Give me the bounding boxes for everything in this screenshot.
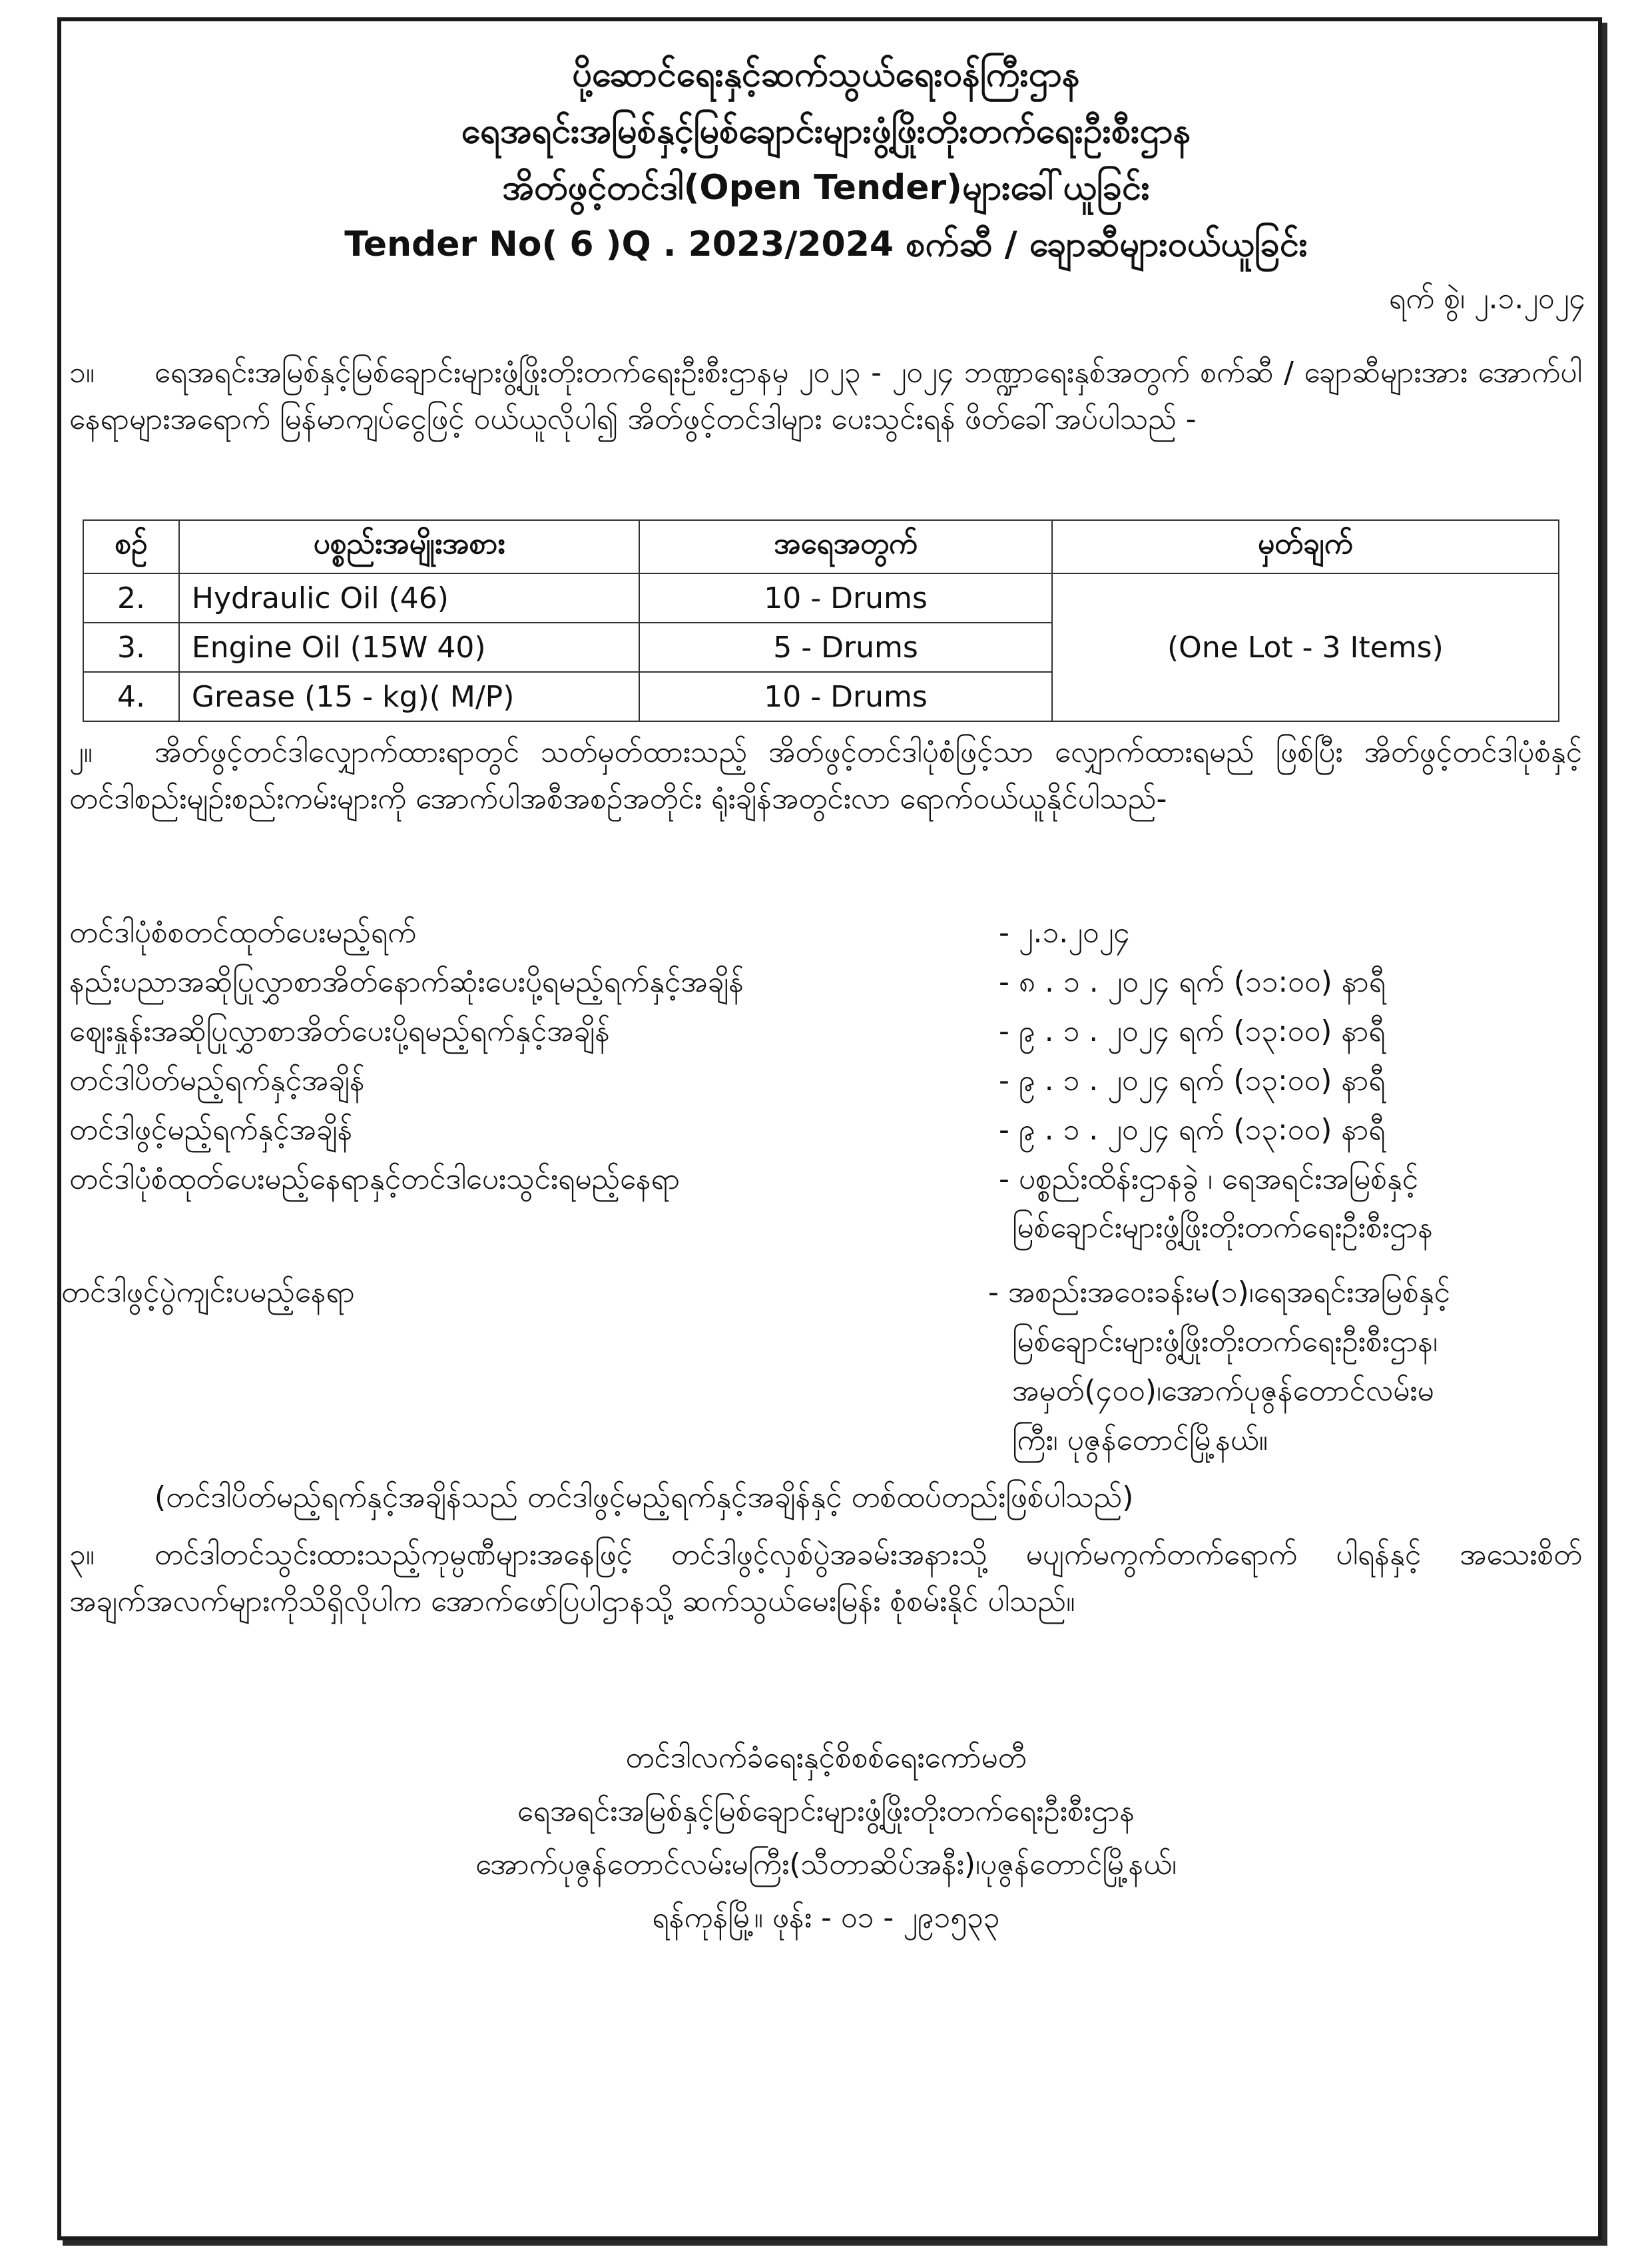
- paragraph-3: [69, 1532, 1582, 1625]
- paragraph-1: [69, 350, 1582, 443]
- schedule-value: - ၉ . ၁ . ၂၀၂၄ ရက် (၁၃:၀၀) နာရီ: [999, 1064, 1386, 1098]
- schedule-label: ဈေးနှုန်းအဆိုပြုလွှာစာအိတ်ပေးပို့ရမည့်ရက်နှင့်အချိန်: [69, 1014, 611, 1048]
- paragraph-text: အိတ်ဖွင့်တင်ဒါလျှောက်ထားရာတွင် သတ်မှတ်ထားသည့် အိတ်ဖွင့်တင်ဒါပုံစံဖြင့်သာ လျှောက်ထားရမည် ဖြစ်ပြီး အိတ်ဖွင့်တင်ဒါပုံစံနှင့် တင်ဒါစည်းမျဉ်းစည်းကမ်းများကို အောက်ပါအစီအစဉ်အတိုင်း ရုံးချိန်အတွင်းလာ ရောက်ဝယ်ယူနိုင်ပါသည်-: [69, 735, 1582, 816]
- issue-place-value: မြစ်ချောင်းများဖွံ့ဖြိုးတိုးတက်ရေးဦးစီးဌာန: [1012, 1211, 1434, 1245]
- schedule-value: - ၂.၁.၂၀၂၄: [999, 916, 1130, 950]
- row-remark: (One Lot - 3 Items): [1052, 573, 1559, 721]
- issue-place-label: တင်ဒါပုံစံထုတ်ပေးမည့်နေရာနှင့်တင်ဒါပေးသွင်းရမည့်နေရာ: [69, 1162, 681, 1196]
- table-header-row: [83, 520, 1559, 573]
- tender-number: Tender No( 6 )Q . 2023/2024 စက်ဆီ / ချောဆီများဝယ်ယူခြင်း: [344, 224, 1308, 264]
- address: အောက်ပုဇွန်တောင်လမ်းမကြီး(သီတာဆိပ်အနီး)၊ပုဇွန်တောင်မြို့နယ်၊: [475, 1847, 1177, 1881]
- paragraph-number: ၁။: [69, 356, 95, 390]
- schedule-label: တင်ဒါပုံစံစတင်ထုတ်ပေးမည့်ရက်: [69, 916, 417, 950]
- row-quantity: 10 - Drums: [639, 672, 1051, 721]
- col-header-item: ပစ္စည်းအမျိုးအစား: [179, 520, 639, 573]
- paragraph-text: တင်ဒါတင်သွင်းထားသည့်ကုမ္ပဏီများအနေဖြင့် တင်ဒါဖွင့်လှစ်ပွဲအခမ်းအနားသို့ မပျက်မကွက်တက်ရောက် ပါရန်နှင့် အသေးစိတ်အချက်အလက်များကိုသိရှိလိုပါက အောက်ဖော်ပြပါဌာနသို့ ဆက်သွယ်မေးမြန်း စုံစမ်းနိုင် ပါသည်။: [69, 1538, 1582, 1618]
- row-quantity: 5 - Drums: [639, 623, 1051, 672]
- row-number: 3.: [83, 623, 179, 672]
- row-item: Hydraulic Oil (46): [179, 573, 639, 623]
- committee-name: တင်ဒါလက်ခံရေးနှင့်စိစစ်ရေးကော်မတီ: [625, 1741, 1027, 1775]
- city-phone: ရန်ကုန်မြို့။ ဖုန်း - ၀၁ - ၂၉၁၅၃၃: [652, 1901, 1000, 1935]
- schedule-label: နည်းပညာအဆိုပြုလွှာစာအိတ်နောက်ဆုံးပေးပို့ရမည့်ရက်နှင့်အချိန်: [69, 965, 744, 999]
- schedule-value: - ၉ . ၁ . ၂၀၂၄ ရက် (၁၃:၀၀) နာရီ: [999, 1014, 1386, 1048]
- schedule-value: - ၈ . ၁ . ၂၀၂၄ ရက် (၁၁:၀၀) နာရီ: [999, 965, 1386, 999]
- department-name: ရေအရင်းအမြစ်နှင့်မြစ်ချောင်းများဖွံ့ဖြိုးတိုးတက်ရေးဦးစီးဌာန: [517, 1794, 1135, 1828]
- row-quantity: 10 - Drums: [639, 573, 1051, 623]
- schedule-label: တင်ဒါဖွင့်မည့်ရက်နှင့်အချိန်: [69, 1113, 353, 1147]
- closing-note: (တင်ဒါပိတ်မည့်ရက်နှင့်အချိန်သည် တင်ဒါဖွင့်မည့်ရက်နှင့်အချိန်နှင့် တစ်ထပ်တည်းဖြစ်ပါသည်): [154, 1480, 1134, 1514]
- col-header-remark: မှတ်ချက်: [1052, 520, 1559, 573]
- paragraph-number: ၃။: [69, 1538, 95, 1572]
- table-row: [83, 573, 1559, 623]
- schedule-value: - ၉ . ၁ . ၂၀၂၄ ရက် (၁၃:၀၀) နာရီ: [999, 1113, 1386, 1147]
- schedule-label: တင်ဒါပိတ်မည့်ရက်နှင့်အချိန်: [69, 1064, 365, 1098]
- row-number: 2.: [83, 573, 179, 623]
- items-table: [83, 519, 1559, 722]
- open-place-label: တင်ဒါဖွင့်ပွဲကျင်းပမည့်နေရာ: [61, 1275, 355, 1309]
- row-number: 4.: [83, 672, 179, 721]
- open-place-value: - အစည်းအဝေးခန်းမ(၁)၊ရေအရင်းအမြစ်နှင့်: [988, 1275, 1450, 1309]
- issue-place-value: - ပစ္စည်းထိန်းဌာနခွဲ ၊ ရေအရင်းအမြစ်နှင့်: [999, 1162, 1419, 1196]
- open-place-value: ကြီး၊ ပုဇွန်တောင်မြို့နယ်။: [1012, 1423, 1268, 1457]
- notice-title: အိတ်ဖွင့်တင်ဒါ(Open Tender)များခေါ်ယူခြင်း: [502, 168, 1150, 208]
- department-title: ရေအရင်းအမြစ်နှင့်မြစ်ချောင်းများဖွံ့ဖြိုးတိုးတက်ရေးဦးစီးဌာန: [461, 111, 1191, 151]
- open-place-value: မြစ်ချောင်းများဖွံ့ဖြိုးတိုးတက်ရေးဦးစီးဌာန၊: [1012, 1325, 1438, 1359]
- paragraph-2: [69, 729, 1582, 822]
- paragraph-text: ရေအရင်းအမြစ်နှင့်မြစ်ချောင်းများဖွံ့ဖြိုးတိုးတက်ရေးဦးစီးဌာနမှ ၂၀၂၃ - ၂၀၂၄ ဘဏ္ဍာရေးနှစ်အတွက် စက်ဆီ / ချောဆီများအား အောက်ပါနေရာများအရောက် မြန်မာကျပ်ငွေဖြင့် ဝယ်ယူလိုပါ၍ အိတ်ဖွင့်တင်ဒါများ ပေးသွင်းရန် ဖိတ်ခေါ်အပ်ပါသည် -: [69, 356, 1582, 436]
- col-header-no: စဉ်: [83, 520, 179, 573]
- row-item: Grease (15 - kg)( M/P): [179, 672, 639, 721]
- open-place-value: အမှတ်(၄၀၀)၊အောက်ပုဇွန်တောင်လမ်းမ: [1012, 1374, 1434, 1408]
- col-header-qty: အရေအတွက်: [639, 520, 1051, 573]
- ministry-title: ပို့ဆောင်ရေးနှင့်ဆက်သွယ်ရေးဝန်ကြီးဌာန: [572, 55, 1080, 95]
- row-item: Engine Oil (15W 40): [179, 623, 639, 672]
- paragraph-number: ၂။: [69, 735, 93, 769]
- date-line: ရက် စွဲ၊ ၂.၁.၂၀၂၄: [1388, 282, 1585, 316]
